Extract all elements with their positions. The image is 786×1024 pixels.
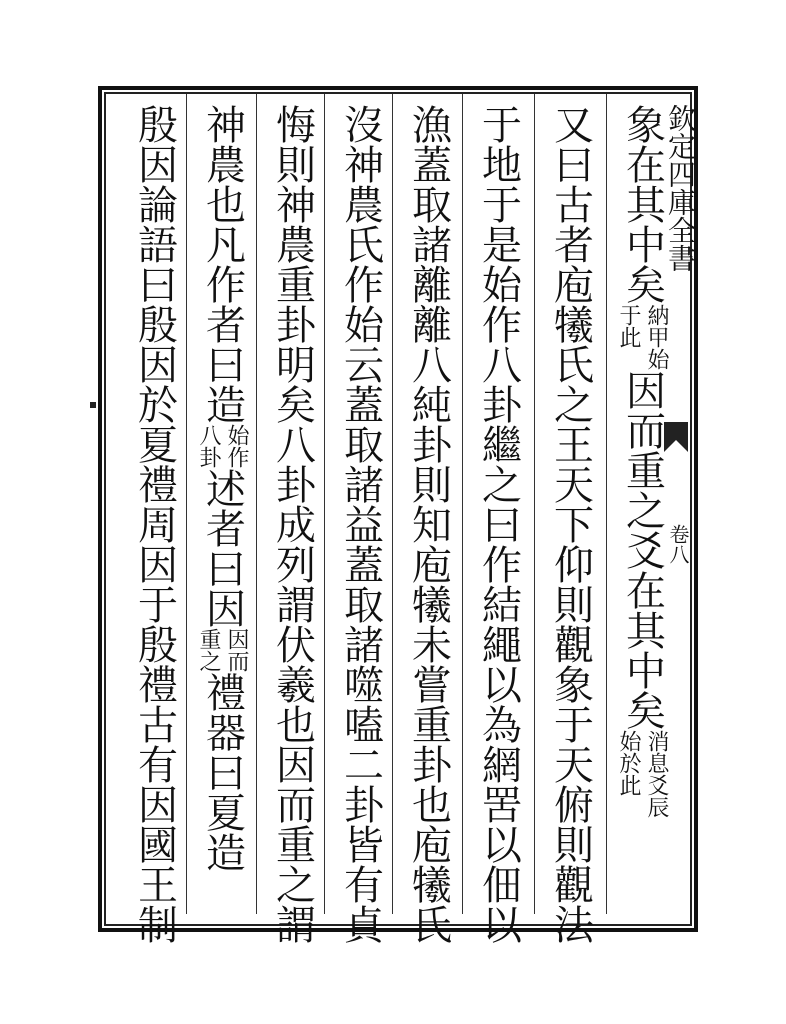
text-column — [540, 104, 600, 944]
column-divider — [606, 94, 607, 914]
annotation-right: 因而 — [224, 628, 249, 672]
column-divider — [392, 94, 393, 914]
column-divider — [462, 94, 463, 914]
column-divider — [256, 94, 257, 914]
annotation-left: 八卦 — [196, 424, 221, 468]
annotation-left: 于此 — [616, 304, 641, 348]
text-column — [124, 104, 184, 944]
main-text: 漁蓋取諸離離八純卦則知庖犧未嘗重卦也庖犧氏 — [405, 104, 452, 944]
main-text: 于地于是始作八卦繼之曰作結繩以為網罟以佃以 — [475, 104, 522, 944]
main-text: 禮器曰夏造 — [199, 672, 246, 872]
column-divider — [186, 94, 187, 914]
text-column — [398, 104, 458, 944]
annotation-pair — [196, 628, 248, 672]
main-text: 因而重之爻在其中矣 — [619, 370, 666, 730]
book-title: 欽定四庫全書 — [664, 104, 697, 272]
annotation-pair — [616, 730, 668, 818]
text-column — [262, 104, 322, 944]
annotation-right: 消息爻辰 — [644, 730, 669, 818]
main-text: 悔則神農重卦明矣八卦成列謂伏羲也因而重之謂 — [269, 104, 316, 944]
column-divider — [534, 94, 535, 914]
annotation-right: 納甲始 — [644, 304, 669, 370]
text-column — [330, 104, 390, 944]
annotation-right: 始作 — [224, 424, 249, 468]
text-column — [612, 104, 672, 818]
column-divider — [324, 94, 325, 914]
margin-mark — [90, 402, 96, 408]
main-text: 象在其中矣 — [619, 104, 666, 304]
annotation-left: 始於此 — [616, 730, 641, 796]
main-text: 述者曰因 — [199, 468, 246, 628]
main-text: 神農也凡作者曰造 — [199, 104, 246, 424]
main-text: 殷因論語曰殷因於夏禮周因于殷禮古有因國王制 — [131, 104, 178, 944]
annotation-pair — [616, 304, 668, 370]
text-column — [192, 104, 252, 872]
annotation-pair — [196, 424, 248, 468]
main-text: 沒神農氏作始云蓋取諸益蓋取諸噬嗑二卦皆有貞 — [337, 104, 384, 944]
annotation-left: 重之 — [196, 628, 221, 672]
main-text: 又曰古者庖犧氏之王天下仰則觀象于天俯則觀法 — [547, 104, 594, 944]
volume-label: 卷八 — [666, 524, 690, 564]
text-column — [468, 104, 528, 944]
